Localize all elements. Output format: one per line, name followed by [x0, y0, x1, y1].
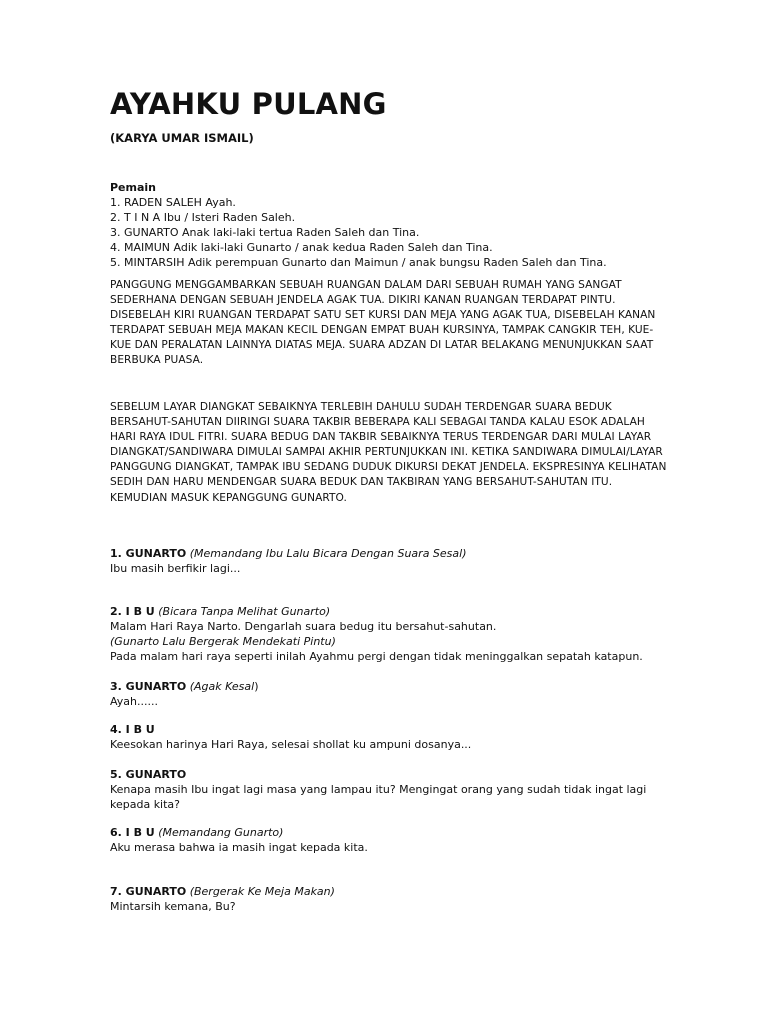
dialogue-speaker-line — [110, 825, 670, 840]
dialogue-block — [110, 604, 670, 664]
cast-heading: Pemain — [110, 181, 157, 194]
dialogue-line: Malam Hari Raya Narto. Dengarlah suara bedug itu bersahut-sahutan. — [110, 620, 497, 633]
stage-direction: (Bergerak Ke Meja Makan) — [189, 885, 335, 898]
speaker-name: 1. GUNARTO — [110, 547, 187, 560]
dialogue-line: Kenapa masih Ibu ingat lagi masa yang lampau itu? Mengingat orang yang sudah tidak ingat lagi kepada kita? — [110, 783, 647, 811]
dialogue-block — [110, 884, 670, 914]
dialogue-speaker-line — [110, 884, 670, 899]
stage-direction: (Gunarto Lalu Bergerak Mendekati Pintu) — [110, 635, 336, 648]
cast-item: 2. T I N A Ibu / Isteri Raden Saleh. — [110, 211, 296, 224]
speaker-name: 5. GUNARTO — [110, 768, 187, 781]
dialogue-block — [110, 825, 670, 855]
dialogue-block — [110, 767, 670, 812]
speaker-name: 3. GUNARTO — [110, 680, 187, 693]
dialogue-speaker-line — [110, 767, 670, 782]
cast-item: 4. MAIMUN Adik laki-laki Gunarto / anak kedua Raden Saleh dan Tina. — [110, 241, 493, 254]
speaker-name: 2. I B U — [110, 605, 155, 618]
dialogue-line: Ayah...... — [110, 695, 158, 708]
dialogue-block — [110, 722, 670, 752]
cast-item: 1. RADEN SALEH Ayah. — [110, 196, 236, 209]
stage-direction: (Bicara Tanpa Melihat Gunarto) — [158, 605, 331, 618]
dialogue-line: Pada malam hari raya seperti inilah Ayahmu pergi dengan tidak meninggalkan sepatah katapun. — [110, 650, 643, 663]
cast-item: 5. MINTARSIH Adik perempuan Gunarto dan Maimun / anak bungsu Raden Saleh dan Tina. — [110, 256, 607, 269]
dialogue-line: Mintarsih kemana, Bu? — [110, 900, 236, 913]
dialogue-line: Aku merasa bahwa ia masih ingat kepada kita. — [110, 841, 368, 854]
dialogue-speaker-line — [110, 722, 670, 737]
stage-direction: (Agak Kesal — [189, 680, 255, 693]
cast-list — [110, 195, 670, 270]
stage-direction: (Memandang Gunarto) — [158, 826, 284, 839]
stage-description: PANGGUNG MENGGAMBARKAN SEBUAH RUANGAN DALAM DARI SEBUAH RUMAH YANG SANGAT SEDERHANA DENGAN SEBUAH JENDELA AGAK TUA. DIKIRI KANAN RUANGAN TERDAPAT PINTU. DISEBELAH KIRI RUANGAN TERDAPAT SATU SET KURSI DAN MEJA YANG AGAK TUA, DISEBELAH KANAN TERDAPAT SEBUAH MEJA MAKAN KECIL DENGAN EMPAT BUAH KURSINYA, TAMPAK CANGKIR TEH, KUE-KUE DAN PERALATAN LAINNYA DIATAS MEJA. SUARA ADZAN DI LATAR BELAKANG MENUNJUKKAN SAAT BERBUKA PUASA. — [110, 279, 656, 367]
cast-section — [110, 180, 670, 270]
dialogue-line: Keesokan harinya Hari Raya, selesai shollat ku ampuni dosanya... — [110, 738, 472, 751]
dialogue-line: Ibu masih berfikir lagi... — [110, 562, 241, 575]
speaker-name: 7. GUNARTO — [110, 885, 187, 898]
cast-item: 3. GUNARTO Anak laki-laki tertua Raden Saleh dan Tina. — [110, 226, 420, 239]
document-title: AYAHKU PULANG — [110, 87, 387, 121]
dialogue-block — [110, 546, 670, 576]
dialogue-speaker-line — [110, 546, 670, 561]
dialogue-block — [110, 679, 670, 709]
document-subtitle: (KARYA UMAR ISMAIL) — [110, 131, 254, 145]
stage-direction: (Memandang Ibu Lalu Bicara Dengan Suara Sesal) — [189, 547, 467, 560]
dialogue-speaker-line — [110, 679, 670, 694]
closing-paren: ) — [254, 680, 259, 693]
opening-direction: SEBELUM LAYAR DIANGKAT SEBAIKNYA TERLEBIH DAHULU SUDAH TERDENGAR SUARA BEDUK BERSAHUT-SAHUTAN DIIRINGI SUARA TAKBIR BEBERAPA KALI SEBAGAI TANDA KALAU ESOK ADALAH HARI RAYA IDUL FITRI. SUARA BEDUG DAN TAKBIR SEBAIKNYA TERUS TERDENGAR DARI MULAI LAYAR DIANGKAT/SANDIWARA DIMULAI SAMPAI AKHIR PERTUNJUKKAN INI. KETIKA SANDIWARA DIMULAI/LAYAR PANGGUNG DIANGKAT, TAMPAK IBU SEDANG DUDUK DIKURSI DEKAT JENDELA. EKSPRESINYA KELIHATAN SEDIH DAN HARU MENDENGAR SUARA BEDUK DAN TAKBIRAN YANG BERSAHUT-SAHUTAN ITU. KEMUDIAN MASUK KEPANGGUNG GUNARTO. — [110, 401, 667, 504]
speaker-name: 6. I B U — [110, 826, 155, 839]
dialogue-speaker-line — [110, 604, 670, 619]
speaker-name: 4. I B U — [110, 723, 155, 736]
